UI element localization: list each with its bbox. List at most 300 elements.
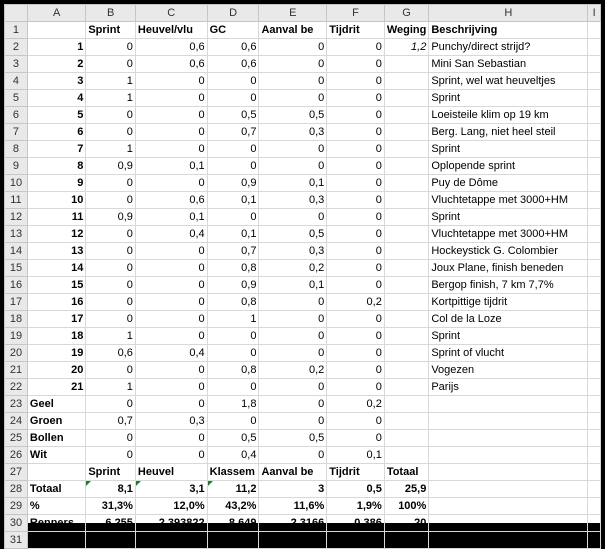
stage-number[interactable]: 12 (27, 226, 85, 243)
row-header-5[interactable]: 5 (5, 90, 28, 107)
weging-cell[interactable] (384, 260, 429, 277)
stage-value[interactable]: 0 (259, 294, 327, 311)
summary-value[interactable]: 11,6% (259, 498, 327, 515)
stage-value[interactable]: 0,1 (259, 175, 327, 192)
stage-value[interactable]: 0,3 (259, 124, 327, 141)
row-header-12[interactable]: 12 (5, 209, 28, 226)
stage-value[interactable]: 0,2 (259, 362, 327, 379)
stage-value[interactable]: 0 (135, 243, 207, 260)
stage-value[interactable]: 0,4 (135, 226, 207, 243)
stage-number[interactable]: 15 (27, 277, 85, 294)
weging-cell[interactable] (384, 124, 429, 141)
column-header-A[interactable]: A (27, 5, 85, 22)
cell[interactable] (588, 464, 601, 481)
row-header-2[interactable]: 2 (5, 39, 28, 56)
stage-number[interactable]: 18 (27, 328, 85, 345)
row-header-27[interactable]: 27 (5, 464, 28, 481)
stage-value[interactable]: 0,8 (207, 362, 259, 379)
stage-value[interactable]: 0 (327, 260, 385, 277)
stage-value[interactable]: 0 (327, 328, 385, 345)
stage-value[interactable]: 1 (207, 311, 259, 328)
stage-value[interactable]: 0,2 (259, 260, 327, 277)
stage-value[interactable]: 0,6 (86, 345, 136, 362)
row-header-14[interactable]: 14 (5, 243, 28, 260)
weging-cell[interactable] (384, 192, 429, 209)
stage-number[interactable]: 16 (27, 294, 85, 311)
weging-cell[interactable] (384, 73, 429, 90)
stage-value[interactable]: 0 (327, 243, 385, 260)
header-cell-H[interactable]: Beschrijving (429, 22, 588, 39)
stage-value[interactable]: 0 (327, 277, 385, 294)
cell[interactable] (429, 464, 588, 481)
cell[interactable] (588, 90, 601, 107)
stage-description[interactable]: Punchy/direct strijd? (429, 39, 588, 56)
stage-description[interactable]: Berg. Lang, niet heel steil (429, 124, 588, 141)
cell[interactable] (429, 413, 588, 430)
cell[interactable] (384, 413, 429, 430)
stage-description[interactable]: Sprint (429, 209, 588, 226)
stage-value[interactable]: 0 (327, 141, 385, 158)
stage-value[interactable]: 0 (259, 379, 327, 396)
row-header-11[interactable]: 11 (5, 192, 28, 209)
row-header-30[interactable]: 30 (5, 515, 28, 532)
stage-value[interactable]: 0,5 (259, 107, 327, 124)
summary-value[interactable]: 9 (207, 532, 259, 549)
summary-value[interactable]: 3 (259, 481, 327, 498)
cell[interactable] (384, 447, 429, 464)
row-header-28[interactable]: 28 (5, 481, 28, 498)
stage-description[interactable]: Hockeystick G. Colombier (429, 243, 588, 260)
cell[interactable] (588, 277, 601, 294)
stage-value[interactable]: 0,5 (259, 226, 327, 243)
cell[interactable] (429, 447, 588, 464)
column-header-E[interactable]: E (259, 5, 327, 22)
stage-value[interactable]: 0,3 (259, 243, 327, 260)
stage-value[interactable]: 0 (135, 260, 207, 277)
stage-number[interactable]: 9 (27, 175, 85, 192)
stage-value[interactable]: 0 (135, 107, 207, 124)
stage-value[interactable]: 0 (86, 124, 136, 141)
column-header-F[interactable]: F (327, 5, 385, 22)
cell[interactable] (429, 498, 588, 515)
summary-label[interactable]: Renners (27, 515, 85, 532)
summary-label[interactable]: % (27, 498, 85, 515)
stage-value[interactable]: 0 (135, 124, 207, 141)
row-header-24[interactable]: 24 (5, 413, 28, 430)
stage-value[interactable]: 0,9 (86, 158, 136, 175)
stage-value[interactable]: 0 (207, 345, 259, 362)
weging-cell[interactable] (384, 90, 429, 107)
summary-value[interactable]: 25,9 (384, 481, 429, 498)
weging-cell[interactable] (384, 141, 429, 158)
cell[interactable] (588, 328, 601, 345)
summary-header-1[interactable]: Heuvel (135, 464, 207, 481)
stage-description[interactable]: Vogezen (429, 362, 588, 379)
stage-value[interactable]: 0,6 (207, 56, 259, 73)
stage-number[interactable]: 6 (27, 124, 85, 141)
row-header-13[interactable]: 13 (5, 226, 28, 243)
column-header-H[interactable]: H (429, 5, 588, 22)
stage-value[interactable]: 0 (86, 311, 136, 328)
weging-cell[interactable] (384, 175, 429, 192)
stage-value[interactable]: 0 (207, 328, 259, 345)
cell[interactable] (588, 260, 601, 277)
summary-value[interactable]: 0 (327, 532, 385, 549)
stage-value[interactable]: 0 (327, 226, 385, 243)
summary-value[interactable]: 6 (86, 532, 136, 549)
stage-number[interactable]: 21 (27, 379, 85, 396)
stage-description[interactable]: Puy de Dôme (429, 175, 588, 192)
stage-value[interactable]: 0 (207, 379, 259, 396)
row-header-18[interactable]: 18 (5, 311, 28, 328)
jersey-value[interactable]: 0 (86, 447, 136, 464)
cell[interactable] (588, 56, 601, 73)
stage-value[interactable]: 0,7 (207, 124, 259, 141)
stage-value[interactable]: 0 (86, 260, 136, 277)
stage-value[interactable]: 0,8 (207, 294, 259, 311)
jersey-value[interactable]: 0,5 (259, 430, 327, 447)
stage-value[interactable]: 0 (327, 192, 385, 209)
summary-value[interactable]: 3 (135, 532, 207, 549)
weging-cell[interactable] (384, 243, 429, 260)
jersey-value[interactable]: 0,3 (135, 413, 207, 430)
weging-cell[interactable]: 1,2 (384, 39, 429, 56)
stage-number[interactable]: 5 (27, 107, 85, 124)
select-all-corner[interactable] (5, 5, 28, 22)
weging-cell[interactable] (384, 277, 429, 294)
stage-value[interactable]: 0 (327, 209, 385, 226)
stage-value[interactable]: 0 (327, 311, 385, 328)
stage-value[interactable]: 0 (135, 294, 207, 311)
jersey-value[interactable]: 0 (86, 430, 136, 447)
weging-cell[interactable] (384, 56, 429, 73)
weging-cell[interactable] (384, 311, 429, 328)
jersey-value[interactable]: 0 (259, 413, 327, 430)
stage-description[interactable]: Sprint, wel wat heuveltjes (429, 73, 588, 90)
cell[interactable] (588, 226, 601, 243)
stage-value[interactable]: 0 (327, 362, 385, 379)
stage-value[interactable]: 0 (86, 192, 136, 209)
stage-value[interactable]: 0,1 (135, 158, 207, 175)
weging-cell[interactable] (384, 362, 429, 379)
stage-value[interactable]: 0,8 (207, 260, 259, 277)
header-cell-C[interactable]: Heuvel/vlu (135, 22, 207, 39)
row-header-1[interactable]: 1 (5, 22, 28, 39)
weging-cell[interactable] (384, 226, 429, 243)
jersey-value[interactable]: 0,7 (86, 413, 136, 430)
stage-value[interactable]: 0 (327, 73, 385, 90)
jersey-value[interactable]: 0,5 (207, 430, 259, 447)
header-cell-G[interactable]: Weging (384, 22, 429, 39)
jersey-value[interactable]: 0 (259, 396, 327, 413)
jersey-value[interactable]: 0 (135, 396, 207, 413)
row-header-6[interactable]: 6 (5, 107, 28, 124)
cell[interactable] (588, 192, 601, 209)
stage-value[interactable]: 0 (86, 39, 136, 56)
cell[interactable] (588, 413, 601, 430)
cell[interactable] (588, 345, 601, 362)
stage-description[interactable]: Vluchtetappe met 3000+HM (429, 226, 588, 243)
cell[interactable] (588, 158, 601, 175)
stage-value[interactable]: 0 (259, 73, 327, 90)
summary-value[interactable]: 11,2 (207, 481, 259, 498)
stage-value[interactable]: 0 (135, 362, 207, 379)
stage-number[interactable]: 11 (27, 209, 85, 226)
stage-description[interactable]: Parijs (429, 379, 588, 396)
cell[interactable] (429, 532, 588, 549)
stage-value[interactable]: 0,2 (327, 294, 385, 311)
row-header-20[interactable]: 20 (5, 345, 28, 362)
jersey-value[interactable]: 0,2 (327, 396, 385, 413)
summary-header-3[interactable]: Aanval be (259, 464, 327, 481)
summary-value[interactable]: 6,255 (86, 515, 136, 532)
stage-value[interactable]: 0,7 (207, 243, 259, 260)
row-header-8[interactable]: 8 (5, 141, 28, 158)
summary-value[interactable]: 2,393822 (135, 515, 207, 532)
stage-description[interactable]: Oplopende sprint (429, 158, 588, 175)
cell[interactable] (588, 447, 601, 464)
jersey-value[interactable]: 0 (207, 413, 259, 430)
row-header-10[interactable]: 10 (5, 175, 28, 192)
stage-number[interactable]: 8 (27, 158, 85, 175)
stage-value[interactable]: 0 (327, 90, 385, 107)
column-header-B[interactable]: B (86, 5, 136, 22)
cell[interactable] (588, 430, 601, 447)
cell[interactable] (588, 379, 601, 396)
stage-description[interactable]: Sprint of vlucht (429, 345, 588, 362)
stage-value[interactable]: 0 (259, 209, 327, 226)
row-header-22[interactable]: 22 (5, 379, 28, 396)
summary-label[interactable]: Genorma (27, 532, 85, 549)
weging-cell[interactable] (384, 209, 429, 226)
summary-value[interactable]: 2,3166 (259, 515, 327, 532)
stage-value[interactable]: 0,9 (207, 175, 259, 192)
stage-value[interactable]: 1 (86, 90, 136, 107)
stage-description[interactable]: Bergop finish, 7 km 7,7% (429, 277, 588, 294)
stage-value[interactable]: 0 (259, 311, 327, 328)
stage-value[interactable]: 0 (135, 90, 207, 107)
cell[interactable] (588, 209, 601, 226)
weging-cell[interactable] (384, 107, 429, 124)
summary-value[interactable]: 12,0% (135, 498, 207, 515)
row-header-21[interactable]: 21 (5, 362, 28, 379)
stage-value[interactable]: 0 (327, 345, 385, 362)
stage-value[interactable]: 0 (86, 362, 136, 379)
stage-number[interactable]: 19 (27, 345, 85, 362)
stage-value[interactable]: 0 (86, 56, 136, 73)
row-header-19[interactable]: 19 (5, 328, 28, 345)
stage-value[interactable]: 0 (135, 73, 207, 90)
stage-value[interactable]: 0 (327, 124, 385, 141)
stage-description[interactable]: Mini San Sebastian (429, 56, 588, 73)
stage-value[interactable]: 0 (135, 141, 207, 158)
cell[interactable] (429, 481, 588, 498)
stage-value[interactable]: 0 (259, 328, 327, 345)
cell[interactable] (588, 22, 601, 39)
stage-number[interactable]: 14 (27, 260, 85, 277)
cell[interactable] (588, 532, 601, 549)
summary-value[interactable]: 100% (384, 498, 429, 515)
header-cell-A[interactable] (27, 22, 85, 39)
stage-description[interactable]: Loeisteile klim op 19 km (429, 107, 588, 124)
stage-value[interactable]: 0 (259, 345, 327, 362)
stage-value[interactable]: 0,1 (207, 226, 259, 243)
stage-value[interactable]: 0 (135, 379, 207, 396)
stage-value[interactable]: 0 (135, 328, 207, 345)
row-header-16[interactable]: 16 (5, 277, 28, 294)
stage-description[interactable]: Vluchtetappe met 3000+HM (429, 192, 588, 209)
summary-value[interactable]: 20 (384, 532, 429, 549)
stage-value[interactable]: 0 (207, 209, 259, 226)
cell[interactable] (588, 107, 601, 124)
cell[interactable] (588, 73, 601, 90)
header-cell-E[interactable]: Aanval be (259, 22, 327, 39)
summary-header-4[interactable]: Tijdrit (327, 464, 385, 481)
cell[interactable] (588, 175, 601, 192)
stage-value[interactable]: 0,1 (207, 192, 259, 209)
stage-value[interactable]: 0,9 (86, 209, 136, 226)
stage-value[interactable]: 0 (135, 277, 207, 294)
cell[interactable] (588, 141, 601, 158)
cell[interactable] (429, 515, 588, 532)
stage-description[interactable]: Kortpittige tijdrit (429, 294, 588, 311)
cell[interactable] (588, 498, 601, 515)
jersey-value[interactable]: 0 (135, 447, 207, 464)
stage-value[interactable]: 0 (259, 158, 327, 175)
stage-value[interactable]: 0,1 (135, 209, 207, 226)
row-header-9[interactable]: 9 (5, 158, 28, 175)
stage-value[interactable]: 0,3 (259, 192, 327, 209)
cell[interactable] (588, 243, 601, 260)
stage-value[interactable]: 0 (327, 158, 385, 175)
stage-value[interactable]: 0,1 (259, 277, 327, 294)
stage-value[interactable]: 0 (327, 175, 385, 192)
stage-number[interactable]: 1 (27, 39, 85, 56)
weging-cell[interactable] (384, 328, 429, 345)
stage-description[interactable]: Sprint (429, 141, 588, 158)
stage-value[interactable]: 0 (207, 141, 259, 158)
cell[interactable] (588, 311, 601, 328)
summary-label[interactable]: Totaal (27, 481, 85, 498)
header-cell-F[interactable]: Tijdrit (327, 22, 385, 39)
jersey-label[interactable]: Geel (27, 396, 85, 413)
row-header-25[interactable]: 25 (5, 430, 28, 447)
summary-value[interactable]: 0,386 (327, 515, 385, 532)
summary-header-0[interactable]: Sprint (86, 464, 136, 481)
summary-value[interactable]: 31,3% (86, 498, 136, 515)
row-header-31[interactable]: 31 (5, 532, 28, 549)
stage-number[interactable]: 20 (27, 362, 85, 379)
jersey-label[interactable]: Groen (27, 413, 85, 430)
stage-number[interactable]: 17 (27, 311, 85, 328)
stage-value[interactable]: 1 (86, 379, 136, 396)
jersey-value[interactable]: 0 (327, 413, 385, 430)
cell[interactable] (588, 515, 601, 532)
row-header-29[interactable]: 29 (5, 498, 28, 515)
cell[interactable] (384, 430, 429, 447)
stage-value[interactable]: 0 (86, 107, 136, 124)
jersey-label[interactable]: Wit (27, 447, 85, 464)
stage-value[interactable]: 0 (327, 56, 385, 73)
summary-header-2[interactable]: Klassem (207, 464, 259, 481)
row-header-15[interactable]: 15 (5, 260, 28, 277)
weging-cell[interactable] (384, 158, 429, 175)
jersey-value[interactable]: 1,8 (207, 396, 259, 413)
summary-value[interactable]: 2 (259, 532, 327, 549)
stage-value[interactable]: 1 (86, 73, 136, 90)
weging-cell[interactable] (384, 345, 429, 362)
column-header-D[interactable]: D (207, 5, 259, 22)
stage-value[interactable]: 0 (86, 277, 136, 294)
cell[interactable] (588, 362, 601, 379)
stage-value[interactable]: 0,6 (135, 56, 207, 73)
summary-value[interactable]: 3,1 (135, 481, 207, 498)
stage-value[interactable]: 0 (86, 294, 136, 311)
cell[interactable] (429, 396, 588, 413)
stage-value[interactable]: 0,6 (135, 192, 207, 209)
summary-value[interactable]: 0,5 (327, 481, 385, 498)
row-header-3[interactable]: 3 (5, 56, 28, 73)
cell[interactable] (27, 464, 85, 481)
stage-number[interactable]: 2 (27, 56, 85, 73)
column-header-G[interactable]: G (384, 5, 429, 22)
stage-number[interactable]: 13 (27, 243, 85, 260)
stage-value[interactable]: 0 (207, 90, 259, 107)
stage-value[interactable]: 0 (135, 175, 207, 192)
stage-number[interactable]: 7 (27, 141, 85, 158)
stage-value[interactable]: 0 (327, 39, 385, 56)
weging-cell[interactable] (384, 294, 429, 311)
summary-header-5[interactable]: Totaal (384, 464, 429, 481)
header-cell-B[interactable]: Sprint (86, 22, 136, 39)
stage-value[interactable]: 0,6 (135, 39, 207, 56)
stage-value[interactable]: 0 (327, 107, 385, 124)
stage-number[interactable]: 3 (27, 73, 85, 90)
stage-number[interactable]: 10 (27, 192, 85, 209)
cell[interactable] (588, 124, 601, 141)
stage-value[interactable]: 0 (135, 311, 207, 328)
jersey-label[interactable]: Bollen (27, 430, 85, 447)
stage-description[interactable]: Sprint (429, 328, 588, 345)
column-header-I[interactable]: I (588, 5, 601, 22)
stage-number[interactable]: 4 (27, 90, 85, 107)
stage-value[interactable]: 0 (207, 73, 259, 90)
stage-value[interactable]: 0 (86, 226, 136, 243)
jersey-value[interactable]: 0 (86, 396, 136, 413)
row-header-4[interactable]: 4 (5, 73, 28, 90)
summary-value[interactable]: 8,1 (86, 481, 136, 498)
jersey-value[interactable]: 0 (327, 430, 385, 447)
stage-value[interactable]: 0 (207, 158, 259, 175)
cell[interactable] (588, 396, 601, 413)
cell[interactable] (588, 294, 601, 311)
stage-value[interactable]: 0 (259, 39, 327, 56)
stage-value[interactable]: 0,6 (207, 39, 259, 56)
stage-value[interactable]: 1 (86, 328, 136, 345)
column-header-C[interactable]: C (135, 5, 207, 22)
summary-value[interactable]: 1,9% (327, 498, 385, 515)
stage-value[interactable]: 0,9 (207, 277, 259, 294)
cell[interactable] (429, 430, 588, 447)
header-cell-D[interactable]: GC (207, 22, 259, 39)
stage-description[interactable]: Col de la Loze (429, 311, 588, 328)
jersey-value[interactable]: 0,4 (207, 447, 259, 464)
stage-description[interactable]: Sprint (429, 90, 588, 107)
cell[interactable] (588, 481, 601, 498)
jersey-value[interactable]: 0,1 (327, 447, 385, 464)
stage-value[interactable]: 0 (86, 175, 136, 192)
stage-value[interactable]: 0 (259, 141, 327, 158)
